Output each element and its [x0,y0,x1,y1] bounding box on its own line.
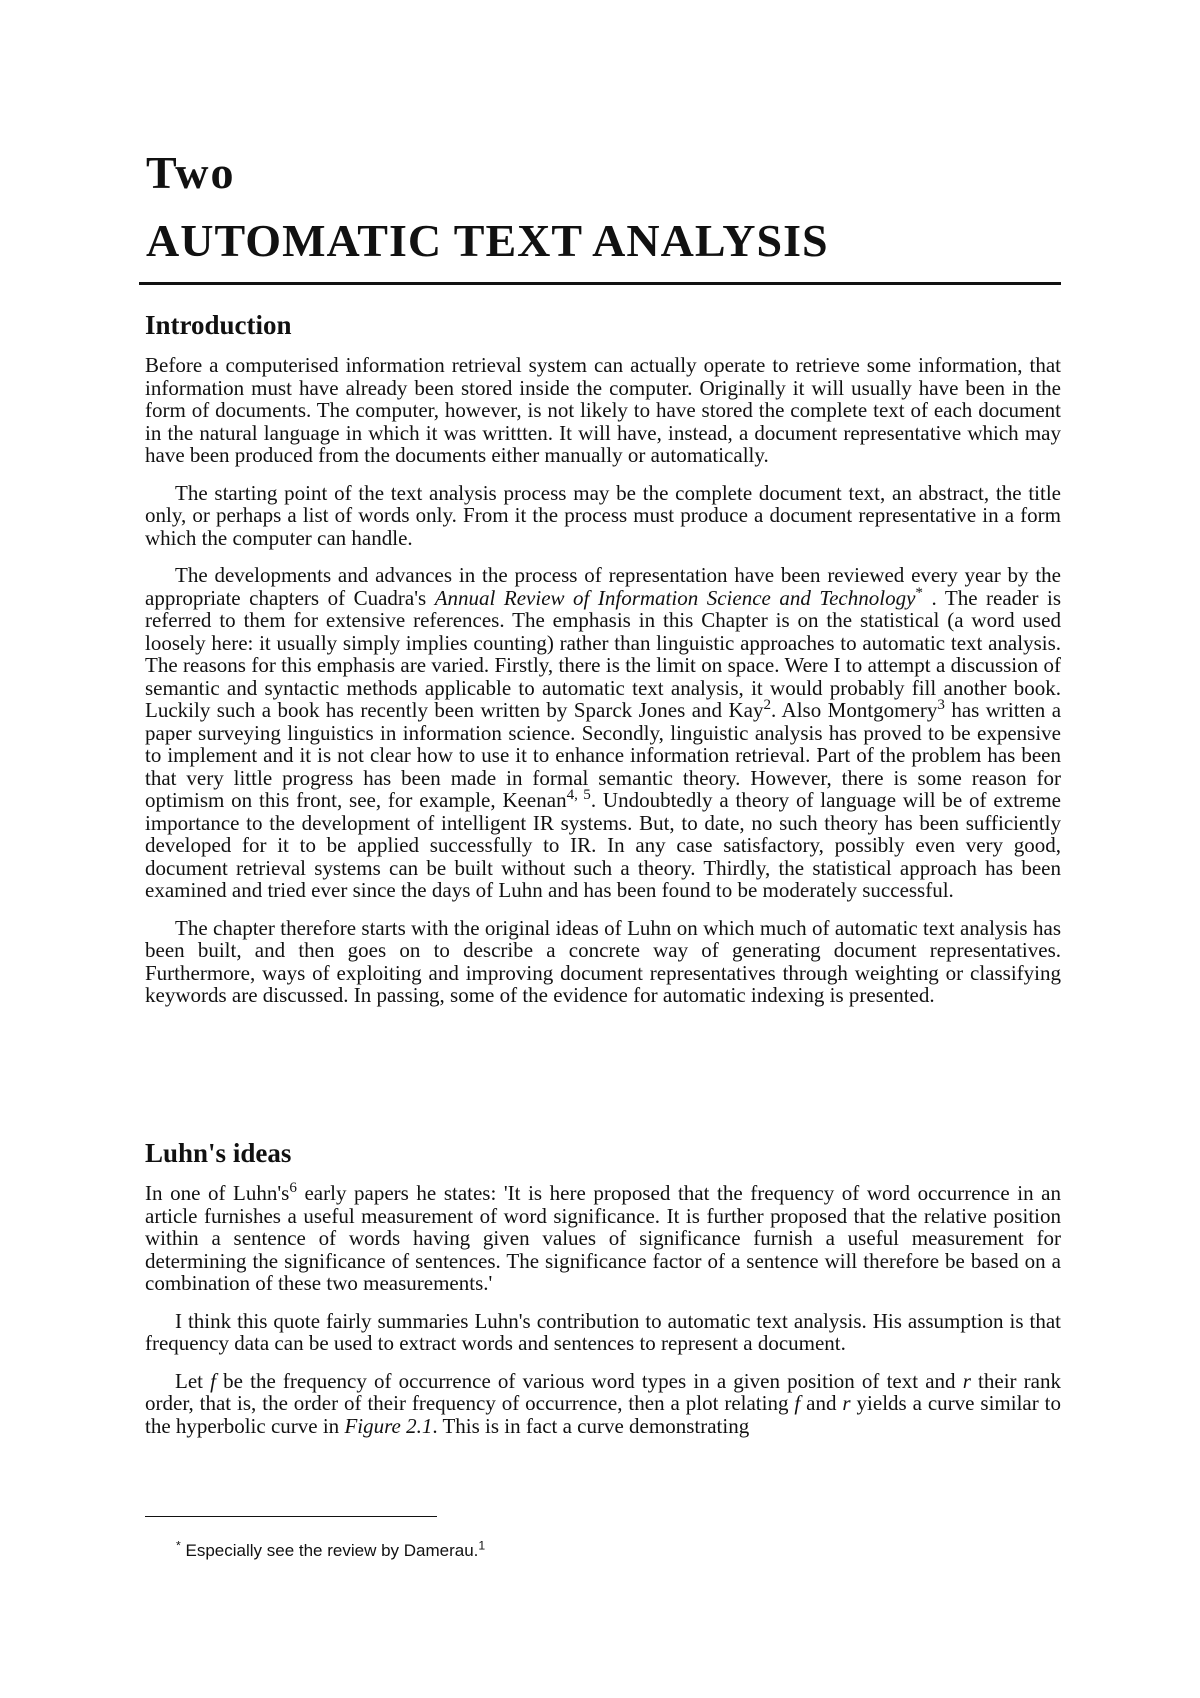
footnote-marker: * [915,584,923,601]
paragraph: I think this quote fairly summaries Luhn's contribution to automatic text analysis. His assumption is that frequency data can be used to extract words and sentences to represent a document. [145,1308,1061,1355]
citation-ref: 4, 5 [566,787,591,803]
text-run: . Undoubtedly a theory of language will be of extreme importance to the development of intelligent IR systems. But, to date, no such theory has been sufficiently developed for it to be applied successfully to IR. In any case satisfactory, possibly even very good, document retrieval systems can be built without such a theory. Thirdly, the statistical approach has been examined and tried ever since the days of Luhn and has been found to be moderately successful. [145,788,1061,902]
paragraph [145,1182,1061,1295]
text-run: early papers he states: 'It is here proposed that the frequency of word occurrence in an article furnishes a useful measurement of word significance. It is further proposed that the relative position within a sentence of words having given values of significance furnish a useful measurement for determining the significance of sentences. The significance factor of a sentence will therefore be based on a combination of these two measurements.' [145,1181,1061,1295]
paragraph: Before a computerised information retrieval system can actually operate to retrieve some information, that information must have already been stored inside the computer. Originally it will usually have been in the form of documents. The computer, however, is not likely to have stored the complete text of each document in the natural language in which it was writtten. It will have, instead, a document representative which may have been produced from the documents either manually or automatically. [145,353,1061,467]
chapter-number: Two [146,147,236,198]
paragraph [145,1370,1061,1438]
text-run: yields a curve similar to the hyperbolic curve in [145,1391,1062,1438]
citation-ref: 3 [937,697,945,713]
text-run: . Also Montgomery [771,698,938,722]
section-heading-luhn: Luhn's ideas [145,1138,292,1168]
title-divider [139,282,1061,285]
citation-ref: 1 [478,1538,486,1553]
citation-ref: 6 [289,1180,297,1196]
math-var: r [842,1391,851,1415]
footnote-divider [145,1516,437,1517]
paragraph: The chapter therefore starts with the original ideas of Luhn on which much of automatic text analysis has been built, and then goes on to describe a concrete way of generating document representatives. Furthermore, ways of exploiting and improving document representatives through weighting or classifying keywords are discussed. In passing, some of the evidence for automatic indexing is presented. [145,915,1061,1007]
text-run: be the frequency of occurrence of various word types in a given position of text and [215,1368,963,1393]
text-run: has written a paper surveying linguistics in information science. Secondly, linguistic analysis has proved to be expensive to implement and it is not clear how to use it to enhance information retrieval. Part of the problem has been that very little progress has been made in formal semantic theory. However, there is some reason for optimism on this front, see, for example, Keenan [145,698,1062,812]
chapter-title: AUTOMATIC TEXT ANALYSIS [146,215,829,266]
text-run: Let [175,1368,211,1393]
footnote-marker: * [176,1538,181,1553]
text-run: and [800,1391,843,1415]
paragraph: The starting point of the text analysis process may be the complete document text, an abstract, the title only, or perhaps a list of words only. From it the process must produce a document representative in a form which the computer can handle. [145,480,1061,550]
text-run: . This is in fact a curve demonstrating [432,1413,750,1438]
footnote-text: Especially see the review by Damerau. [180,1541,479,1560]
citation-ref: 2 [763,697,772,713]
footnote [176,1540,485,1562]
text-run: . The reader is referred to them for extensive references. The emphasis in this Chapter is on the statistical (a word used loosely here: it usually simply implies counting) rather than linguistic approaches to automatic text analysis. The reasons for this emphasis are varied. Firstly, there is the limit on space. Were I to attempt a discussion of semantic and syntactic methods applicable to automatic text analysis, it would probably fill another book. Luckily such a book has recently been written by Sparck Jones and Kay [145,585,1061,722]
math-var: f [794,1391,801,1415]
section-heading-introduction: Introduction [145,310,292,340]
text-run: their rank order, that is, the order of their frequency of occurrence, then a plot relating [145,1368,1061,1415]
math-var: r [962,1368,971,1393]
paragraph [145,564,1061,902]
text-run: In one of Luhn's [145,1181,290,1205]
introduction-section [145,310,1061,1022]
figure-reference: Figure 2.1 [344,1413,433,1438]
journal-title: Annual Review of Information Science and Technology [434,585,916,610]
luhn-section [145,1138,1061,1452]
math-var: f [210,1368,216,1393]
text-run: The developments and advances in the process of representation have been reviewed every year by the appropriate chapters of Cuadra's [145,563,1061,610]
